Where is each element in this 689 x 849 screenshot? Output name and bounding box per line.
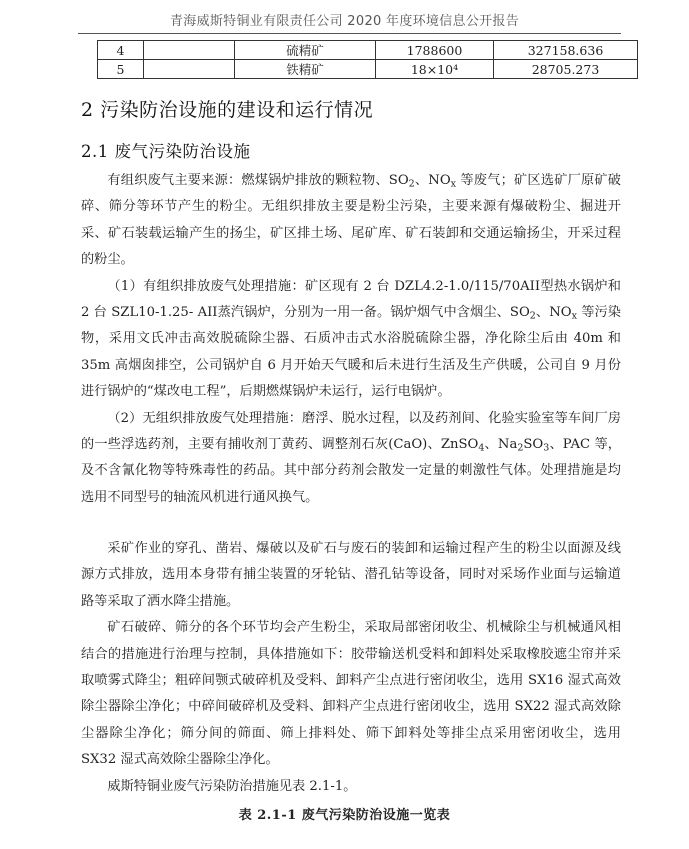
paragraph-organized-emission: （1）有组织排放废气处理措施：矿区现有 2 台 DZL4.2-1.0/115/70AII型热水锅炉和 2 台 SZL10-1.25- AII蒸汽锅炉，分别为一用一备。锅炉烟气中含烟尘、$SO_2$、$NO_x$ 等污染物，采用文氏冲击高效脱硫除尘器、石质冲击式水浴脱硫除尘器，净化除尘后由 40m 和 35m 高烟囱排空，公司锅炉自 6 月开始天气暖和后未进行生活及生产供暖，公司自 9 月份进行锅炉的“煤改电工程”，后期燃煤锅炉未运行，运行电锅炉。 [81, 278, 621, 400]
table-cell: 1788600 [376, 41, 494, 60]
section-heading: 2 污染防治设施的建设和运行情况 [81, 99, 374, 121]
table-cell [144, 41, 235, 60]
product-name: 铁精矿 [235, 60, 376, 79]
table-row [98, 41, 638, 60]
body-text [81, 168, 621, 511]
table-cell [144, 60, 235, 79]
row-number: 5 [98, 60, 144, 79]
table-cell: 327158.636 [494, 41, 638, 60]
product-name: 硫精矿 [235, 41, 376, 60]
table-caption: 表 2.1-1 废气污染防治设施一览表 [238, 808, 451, 823]
paragraph-sources: 有组织废气主要来源：燃煤锅炉排放的颗粒物、$SO_2$、$NO_x$ 等废气；矿区选矿厂原矿破碎、筛分等环节产生的粉尘。无组织排放主要是粉尘污染，主要来源有爆破粉尘、掘进开采、矿石装载运输产生的扬尘，矿区排土场、尾矿库、矿石装卸和交通运输扬尘，开采过程的粉尘。 [81, 173, 621, 268]
body-text-lower [81, 536, 621, 800]
table-cell: 18×10⁴ [376, 60, 494, 79]
paragraph-crushing-dust: 矿石破碎、筛分的各个环节均会产生粉尘，采取局部密闭收尘、机械除尘与机械通风相结合的措施进行治理与控制，具体措施如下：胶带输送机受料和卸料处采取橡胶遮尘帘并采取喷雾式降尘；粗碎间颚式破碎机及受料、卸料产尘点进行密闭收尘，选用 SX16 湿式高效除尘器除尘净化；中碎间破碎机及受料、卸料产尘点进行密闭收尘，选用 SX22 湿式高效除尘器除尘净化；筛分间的筛面、筛上排料处、筛下卸料处等排尘点采用密闭收尘，选用 SX32 湿式高效除尘器除尘净化。 [81, 620, 621, 768]
table-cell: 28705.273 [494, 60, 638, 79]
table-row [98, 60, 638, 79]
paragraph-table-reference: 威斯特铜业废气污染防治措施见表 2.1-1。 [107, 778, 357, 794]
row-number: 4 [98, 41, 144, 60]
paragraph-mining-dust: 采矿作业的穿孔、凿岩、爆破以及矿石与废石的装卸和运输过程产生的粉尘以面源及线源方式排放，选用本身带有捕尘装置的牙轮钻、潜孔钻等设备，同时对采场作业面与运输道路等采取了洒水降尘措施。 [81, 541, 621, 609]
subsection-heading: 2.1 废气污染防治设施 [81, 142, 251, 161]
page-header: 青海威斯特铜业有限责任公司 2020 年度环境信息公开报告 [169, 14, 520, 29]
paragraph-unorganized-emission: （2）无组织排放废气处理措施：磨浮、脱水过程，以及药剂间、化验实验室等车间厂房的一些浮选药剂，主要有捕收剂丁黄药、调整剂石灰(CaO)、ZnSO$_4$、$Na_2SO_3$、PAC 等，及不含氰化物等特殊毒性的药品。其中部分药剂会散发一定量的刺激性气体。处理措施是均选用不同型号的轴流风机进行通风换气。 [81, 410, 621, 505]
product-table [97, 40, 638, 79]
header-divider [78, 33, 621, 34]
